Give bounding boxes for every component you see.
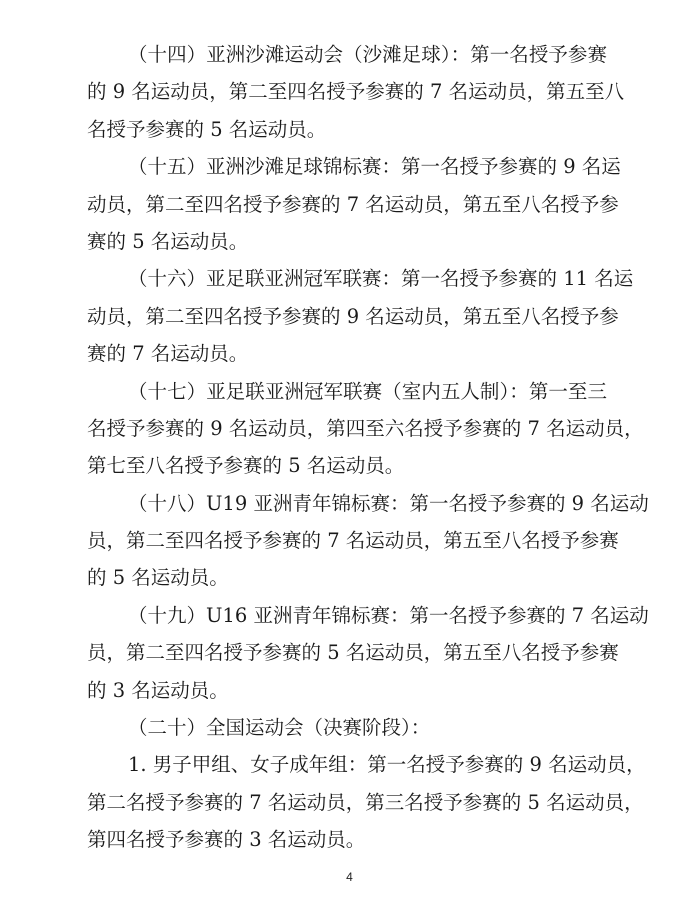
text-line: （十六）亚足联亚洲冠军联赛：第一名授予参赛的 11 名运 — [128, 267, 634, 291]
paragraph — [87, 746, 646, 858]
text-line: 的 9 名运动员，第二至四名授予参赛的 7 名运动员，第五至八 — [87, 80, 625, 104]
text-line: 赛的 7 名运动员。 — [87, 342, 249, 366]
paragraph — [87, 709, 607, 746]
text-line: （十九）U16 亚洲青年锦标赛：第一名授予参赛的 7 名运动 — [128, 603, 649, 627]
text-line: 的 5 名运动员。 — [87, 566, 229, 590]
text-line: （二十）全国运动会（决赛阶段）： — [128, 716, 431, 740]
page-number: 4 — [346, 870, 353, 884]
text-line: 员，第二至四名授予参赛的 5 名运动员，第五至八名授予参赛 — [87, 641, 619, 665]
text-line: 员，第二至四名授予参赛的 7 名运动员，第五至八名授予参赛 — [87, 529, 619, 553]
text-line: （十五）亚洲沙滩足球锦标赛：第一名授予参赛的 9 名运 — [128, 155, 621, 179]
text-line: 动员，第二至四名授予参赛的 9 名运动员，第五至八名授予参 — [87, 304, 619, 328]
paragraph — [87, 373, 644, 485]
document-body — [87, 36, 649, 859]
text-line: 第七至八名授予参赛的 5 名运动员。 — [87, 454, 405, 478]
text-line: 名授予参赛的 9 名运动员，第四至六名授予参赛的 7 名运动员， — [87, 416, 644, 440]
text-line: 名授予参赛的 5 名运动员。 — [87, 117, 327, 141]
paragraph — [87, 485, 649, 597]
text-line: 第二名授予参赛的 7 名运动员，第三名授予参赛的 5 名运动员， — [87, 790, 644, 814]
paragraph — [87, 148, 621, 260]
text-line: （十七）亚足联亚洲冠军联赛（室内五人制）：第一至三 — [128, 379, 607, 403]
paragraph — [87, 597, 649, 709]
text-line: 的 3 名运动员。 — [87, 678, 229, 702]
text-line: 赛的 5 名运动员。 — [87, 229, 249, 253]
text-line: 第四名授予参赛的 3 名运动员。 — [87, 828, 366, 852]
paragraph — [87, 260, 634, 372]
text-line: （十四）亚洲沙滩运动会（沙滩足球）：第一名授予参赛 — [128, 43, 607, 66]
text-line: 1. 男子甲组、女子成年组：第一名授予参赛的 9 名运动员， — [128, 753, 646, 777]
paragraph — [87, 36, 625, 148]
text-line: （十八）U19 亚洲青年锦标赛：第一名授予参赛的 9 名运动 — [128, 491, 649, 515]
text-line: 动员，第二至四名授予参赛的 7 名运动员，第五至八名授予参 — [87, 192, 619, 216]
